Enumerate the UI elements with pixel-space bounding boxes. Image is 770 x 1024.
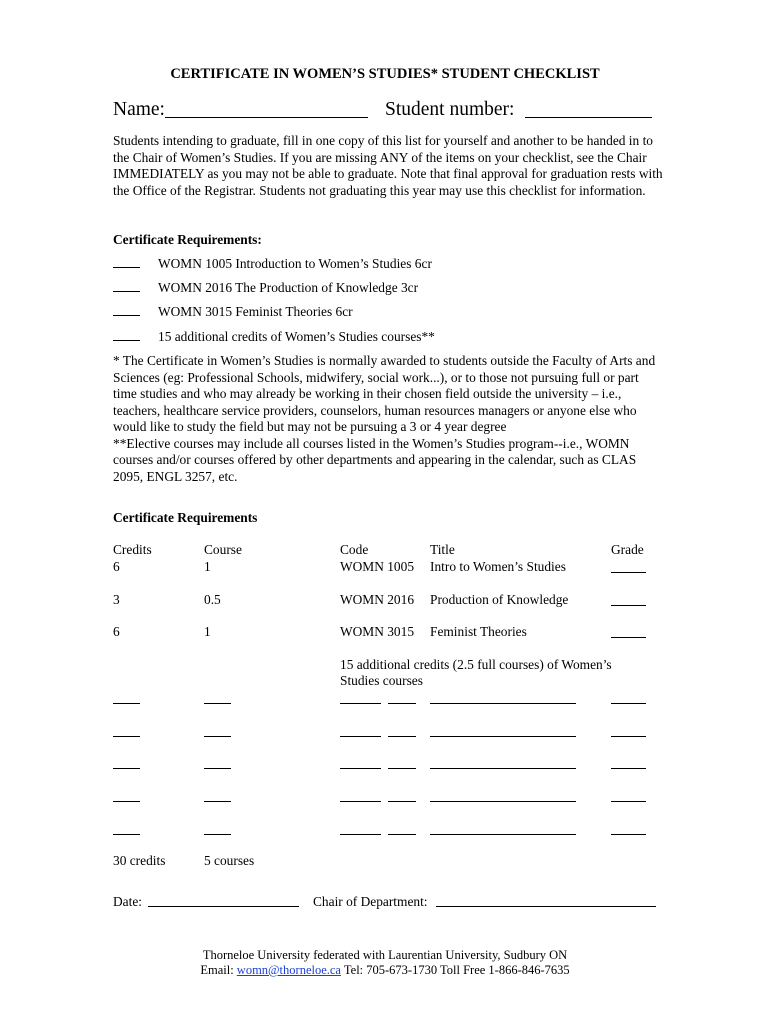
row-credits: 6 <box>113 559 120 574</box>
student-number-field[interactable] <box>525 117 652 118</box>
requirement-item <box>113 329 435 345</box>
chair-label: Chair of Department: <box>313 894 428 909</box>
code-subject-field[interactable] <box>340 703 381 704</box>
email-label: Email: <box>200 963 234 977</box>
title-field[interactable] <box>430 768 576 769</box>
col-header-grade: Grade <box>611 542 644 557</box>
credits-field[interactable] <box>113 768 140 769</box>
intro-paragraph: Students intending to graduate, fill in one copy of this list for yourself and another to be handed in to the Chair of Women’s Studies. If you are missing ANY of the items on your checklist, see the Chair IMMEDIATELY as you may not be able to graduate. Note that final approval for graduation rests with the Office of the Registrar. Students not graduating this year may use this checklist for information. <box>113 133 663 198</box>
col-header-title: Title <box>430 542 455 557</box>
row-code: WOMN 1005 <box>340 559 415 574</box>
row-credits: 6 <box>113 624 120 639</box>
code-subject-field[interactable] <box>340 768 381 769</box>
name-field[interactable] <box>165 117 368 118</box>
code-number-field[interactable] <box>388 736 416 737</box>
footnote-certificate: * The Certificate in Women’s Studies is normally awarded to students outside the Faculty of Arts and Sciences (eg: Professional Schools, midwifery, social work...), or to those not pursuing full or part time studies and who may already be working in their chosen field outside the university – i.e., teachers, healthcare service providers, counselors, human resources managers or anyone else who would like to study the field but may not be pursuing a 3 or 4 year degree <box>113 353 656 434</box>
row-credits: 3 <box>113 592 120 607</box>
footnote-electives: **Elective courses may include all courses listed in the Women’s Studies program--i.e., WOMN courses and/or courses offered by other departments and appearing in the calendar, such as CLAS 2095, ENGL 3257, etc. <box>113 435 637 484</box>
total-credits: 30 credits <box>113 853 166 868</box>
grade-field[interactable] <box>611 703 646 704</box>
code-number-field[interactable] <box>388 768 416 769</box>
course-field[interactable] <box>204 736 231 737</box>
row-course: 0.5 <box>204 592 221 607</box>
grade-field[interactable] <box>611 605 646 606</box>
requirement-checkbox-line[interactable] <box>113 304 140 316</box>
grade-field[interactable] <box>611 768 646 769</box>
code-subject-field[interactable] <box>340 736 381 737</box>
requirement-item <box>113 304 353 320</box>
date-field[interactable] <box>148 906 299 907</box>
credits-field[interactable] <box>113 736 140 737</box>
grade-field[interactable] <box>611 637 646 638</box>
grade-field[interactable] <box>611 834 646 835</box>
phone-info: Tel: 705-673-1730 Toll Free 1-866-846-7635 <box>343 963 570 977</box>
code-subject-field[interactable] <box>340 801 381 802</box>
total-courses: 5 courses <box>204 853 255 868</box>
credits-field[interactable] <box>113 703 140 704</box>
course-field[interactable] <box>204 834 231 835</box>
col-header-credits: Credits <box>113 542 152 557</box>
footer-institution: Thorneloe University federated with Laurentian University, Sudbury ON <box>202 948 568 962</box>
row-course: 1 <box>204 624 211 639</box>
chair-signature-field[interactable] <box>436 906 656 907</box>
requirement-item <box>113 256 432 272</box>
row-course: 1 <box>204 559 211 574</box>
date-label: Date: <box>113 894 142 909</box>
row-code: WOMN 3015 <box>340 624 415 639</box>
name-label: Name: <box>113 99 165 120</box>
page-title: CERTIFICATE IN WOMEN’S STUDIES* STUDENT CHECKLIST <box>170 66 600 82</box>
requirement-text: WOMN 2016 The Production of Knowledge 3cr <box>158 280 419 295</box>
course-field[interactable] <box>204 703 231 704</box>
requirement-checkbox-line[interactable] <box>113 329 140 341</box>
grade-field[interactable] <box>611 572 646 573</box>
requirements-heading: Certificate Requirements: <box>113 232 262 247</box>
course-field[interactable] <box>204 768 231 769</box>
requirement-text: 15 additional credits of Women’s Studies courses** <box>158 329 435 344</box>
requirement-checkbox-line[interactable] <box>113 280 140 292</box>
requirement-checkbox-line[interactable] <box>113 256 140 268</box>
table-heading: Certificate Requirements <box>113 510 258 525</box>
title-field[interactable] <box>430 834 576 835</box>
additional-credits-line1: 15 additional credits (2.5 full courses) of Women’s <box>340 657 612 672</box>
additional-credits-line2: Studies courses <box>340 673 423 688</box>
course-field[interactable] <box>204 801 231 802</box>
col-header-code: Code <box>340 542 369 557</box>
grade-field[interactable] <box>611 736 646 737</box>
email-link[interactable]: womn@thorneloe.ca <box>236 963 341 977</box>
code-number-field[interactable] <box>388 834 416 835</box>
requirement-text: WOMN 3015 Feminist Theories 6cr <box>158 304 353 319</box>
footnote-paragraph <box>113 353 663 485</box>
title-field[interactable] <box>430 703 576 704</box>
row-title: Feminist Theories <box>430 624 527 639</box>
title-field[interactable] <box>430 801 576 802</box>
code-subject-field[interactable] <box>340 834 381 835</box>
grade-field[interactable] <box>611 801 646 802</box>
title-field[interactable] <box>430 736 576 737</box>
requirement-text: WOMN 1005 Introduction to Women’s Studies 6cr <box>158 256 432 271</box>
student-number-label: Student number: <box>385 99 515 120</box>
code-number-field[interactable] <box>388 801 416 802</box>
row-code: WOMN 2016 <box>340 592 415 607</box>
credits-field[interactable] <box>113 834 140 835</box>
code-number-field[interactable] <box>388 703 416 704</box>
requirement-item <box>113 280 418 296</box>
col-header-course: Course <box>204 542 242 557</box>
row-title: Production of Knowledge <box>430 592 569 607</box>
row-title: Intro to Women’s Studies <box>430 559 566 574</box>
credits-field[interactable] <box>113 801 140 802</box>
footer-contact <box>0 963 770 978</box>
